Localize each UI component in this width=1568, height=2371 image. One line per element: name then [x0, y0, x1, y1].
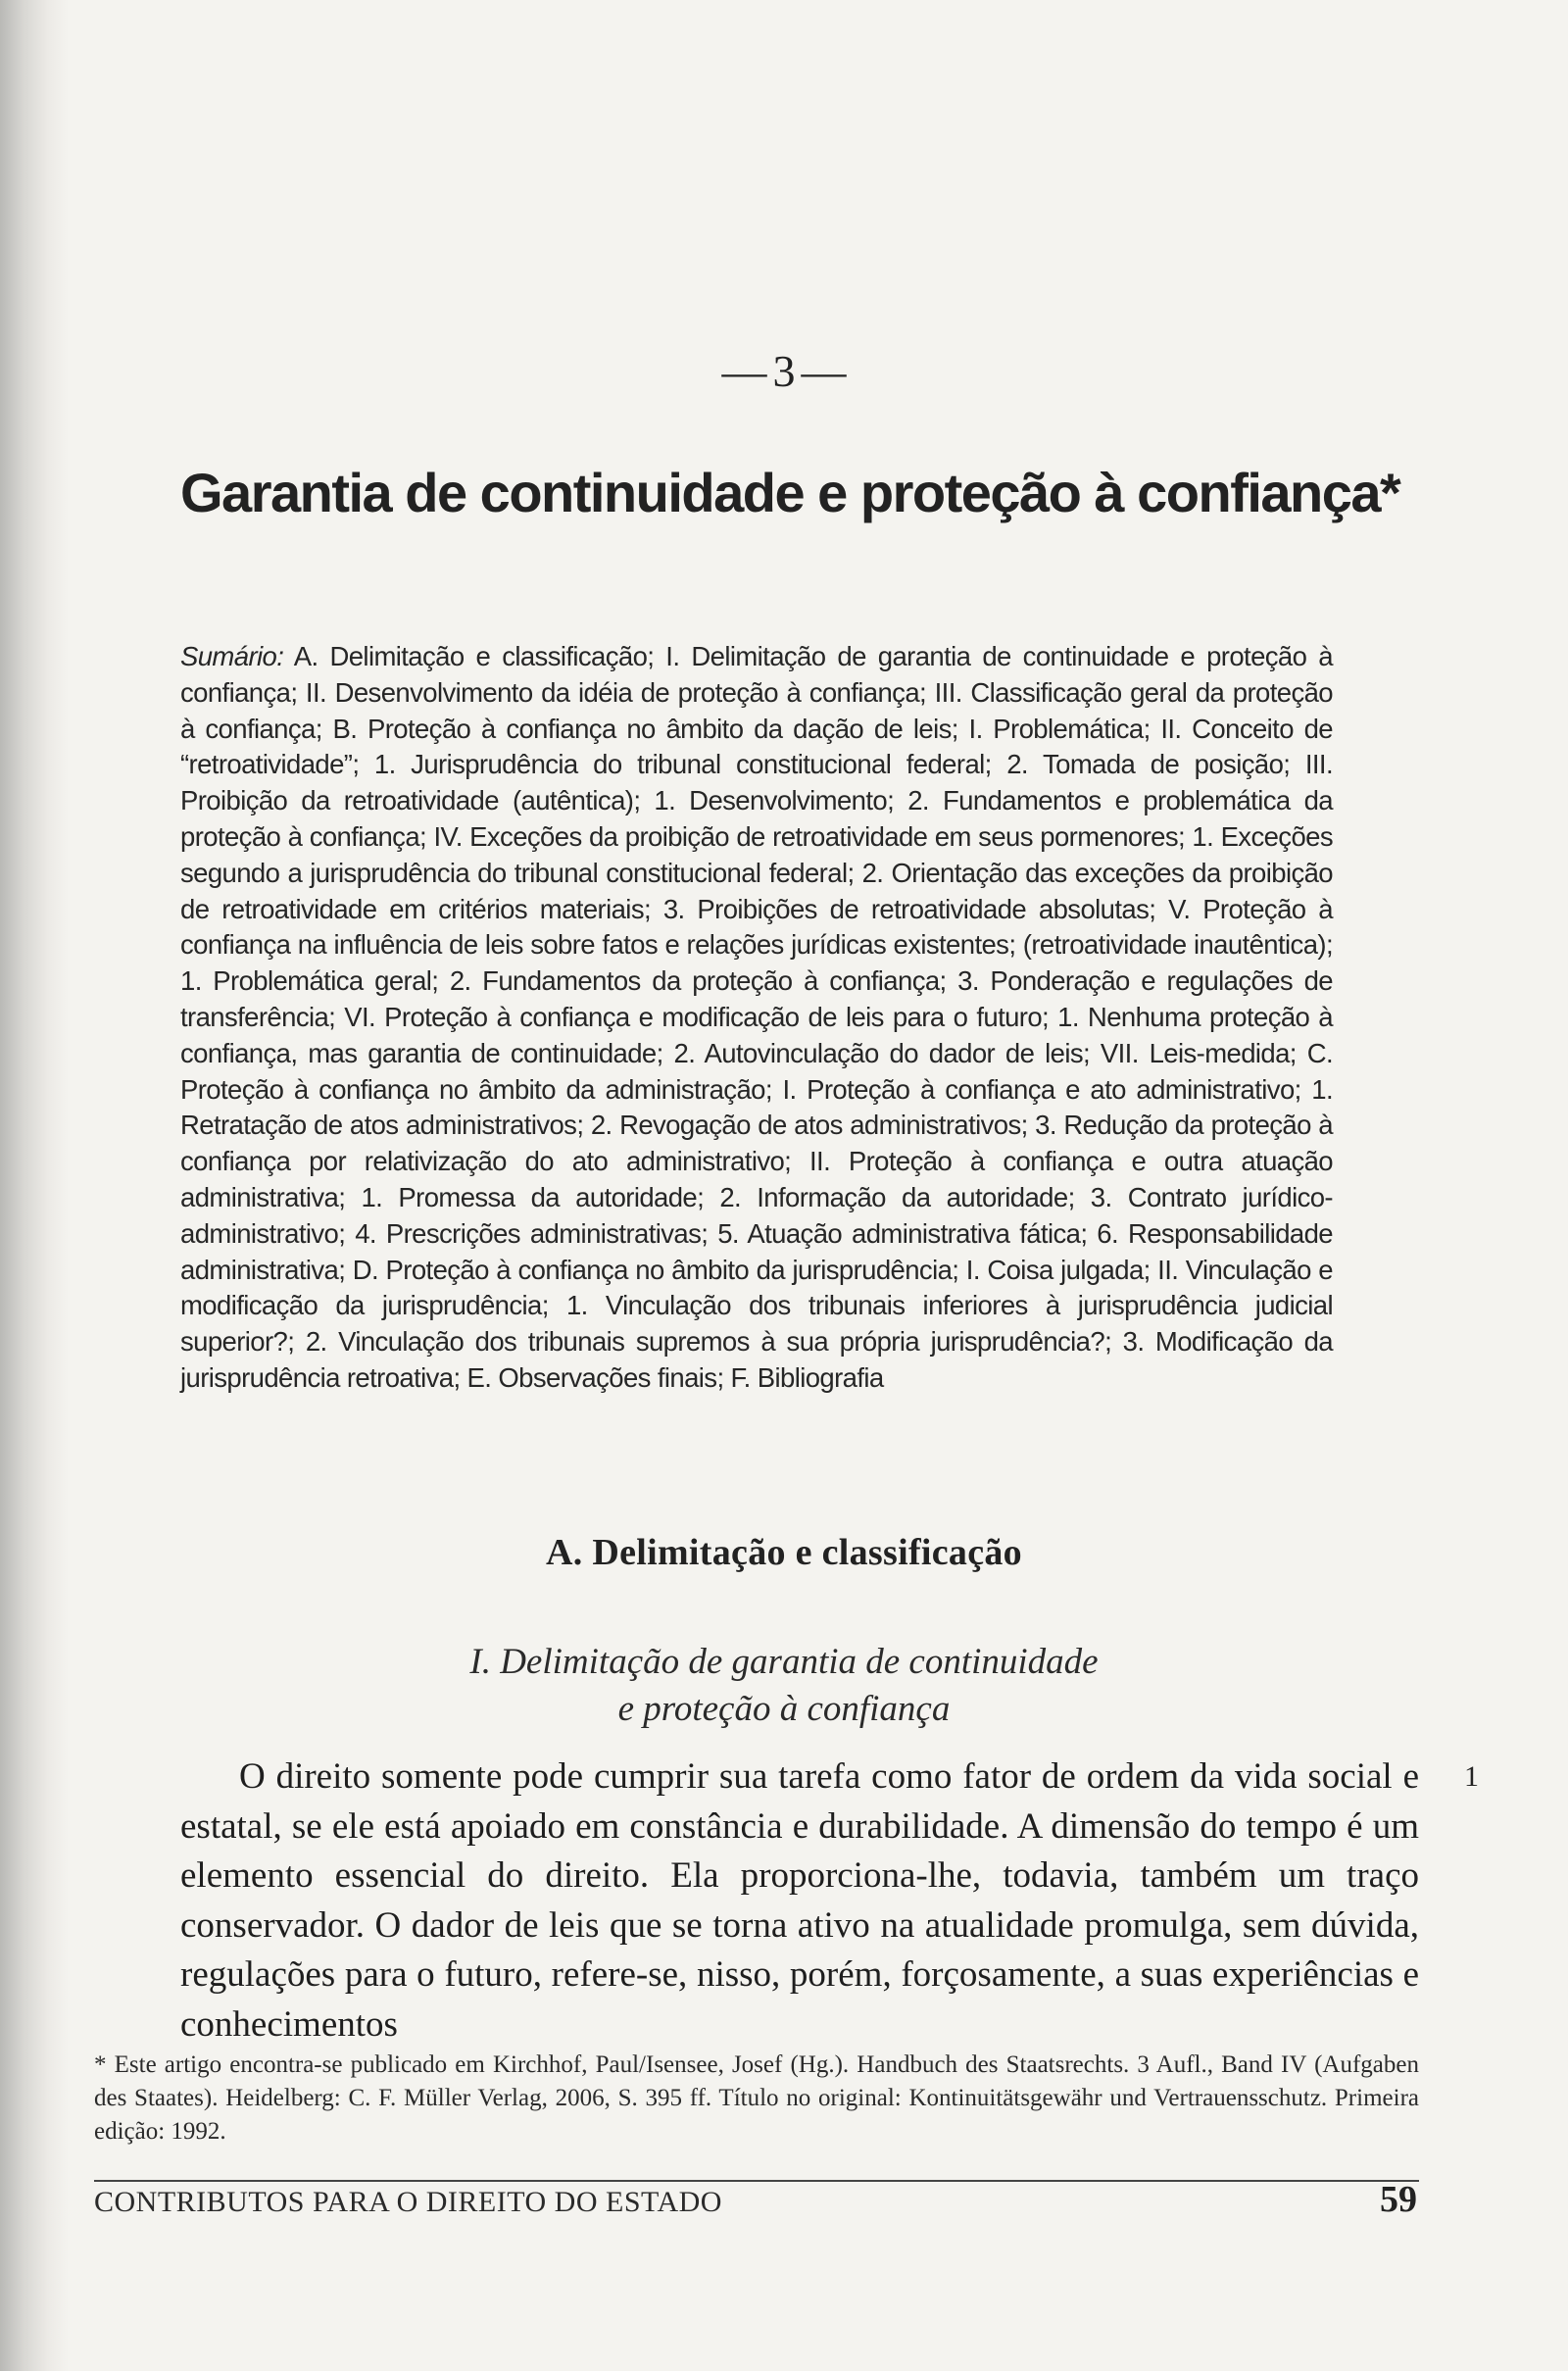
chapter-number	[0, 345, 1568, 397]
summary-text: A. Delimitação e classificação; I. Delimitação de garantia de continuidade e proteção à confiança; II. Desenvolvimento da idéia de proteção à confiança; III. Classificação geral da proteção à confiança; B. Proteção à confiança no âmbito da dação de leis; I. Problemática; II. Conceito de “retroatividade”; 1. Jurisprudência do tribunal constitucional federal; 2. Tomada de posição; III. Proibição da retroatividade (autêntica); 1. Desenvolvimento; 2. Fundamentos e problemática da proteção à confiança; IV. Exceções da proibição de retroatividade em seus pormenores; 1. Exceções segundo a jurisprudência do tribunal constitucional federal; 2. Orientação das exceções da proibição de retroatividade em critérios materiais; 3. Proibições de retroatividade absolutas; V. Proteção à confiança na influência de leis sobre fatos e relações jurídicas existentes; (retroatividade inautêntica); 1. Problemática geral; 2. Fundamentos da proteção à confiança; 3. Ponderação e regulações de transferência; VI. Proteção à confiança e modificação de leis para o futuro; 1. Nenhuma proteção à confiança, mas garantia de continuidade; 2. Autovinculação do dador de leis; VII. Leis-medida; C. Proteção à confiança no âmbito da administração; I. Proteção à confiança e ato administrativo; 1. Retratação de atos administrativos; 2. Revogação de atos administrativos; 3. Redução da proteção à confiança por relativização do ato administrativo; II. Proteção à confiança e outra atuação administrativa; 1. Promessa da autoridade; 2. Informação da autoridade; 3. Contrato jurídico-administrativo; 4. Prescrições administrativas; 5. Atuação administrativa fática; 6. Responsabilidade administrativa; D. Proteção à confiança no âmbito da jurisprudência; I. Coisa julgada; II. Vinculação e modificação da jurisprudência; 1. Vinculação dos tribunais inferiores à jurisprudência judicial superior?; 2. Vinculação dos tribunais supremos à sua própria jurisprudência?; 3. Modificação da jurisprudência retroativa; E. Observações finais; F. Bibliografia	[180, 641, 1333, 1393]
chapter-number-value: 3	[772, 346, 796, 396]
footer-series-title: CONTRIBUTOS PARA O DIREITO DO ESTADO	[94, 2186, 722, 2218]
chapter-summary	[180, 639, 1333, 1397]
subsection-heading-line1: I. Delimitação de garantia de continuidade	[469, 1642, 1099, 1682]
body-paragraph: O direito somente pode cumprir sua tarefa como fator de ordem da vida social e estatal, se ele está apoiado em constância e durabilidade. A dimensão do tempo é um elemento essencial do direito. Ela proporciona-lhe, todavia, também um traço conservador. O dador de leis que se torna ativo na atualidade promulga, sem dúvida, regulações para o futuro, refere-se, nisso, porém, forçosamente, a suas experiências e conhecimentos	[180, 1756, 1419, 2045]
subsection-heading-line2: e proteção à confiança	[617, 1689, 951, 1729]
chapter-title: Garantia de continuidade e proteção à confiança*	[180, 462, 1400, 523]
chapter-dash-right: —	[801, 346, 847, 396]
footnote-text: * Este artigo encontra-se publicado em Kirchhof, Paul/Isensee, Josef (Hg.). Handbuch des Staatsrechts. 3 Aufl., Band IV (Aufgaben des Staates). Heidelberg: C. F. Müller Verlag, 2006, S. 395 ff. Título no original: Kontinuitätsgewähr und Vertrauensschutz. Primeira edição: 1992.	[94, 2051, 1419, 2145]
footer-rule	[94, 2180, 1419, 2182]
section-heading: A. Delimitação e classificação	[546, 1532, 1022, 1573]
footnote-block	[94, 2049, 1419, 2149]
summary-label: Sumário:	[180, 641, 284, 671]
chapter-dash-left: —	[721, 346, 767, 396]
page-number: 59	[1380, 2179, 1417, 2220]
subsection-heading	[0, 1639, 1568, 1733]
margin-paragraph-number: 1	[1464, 1760, 1479, 1793]
